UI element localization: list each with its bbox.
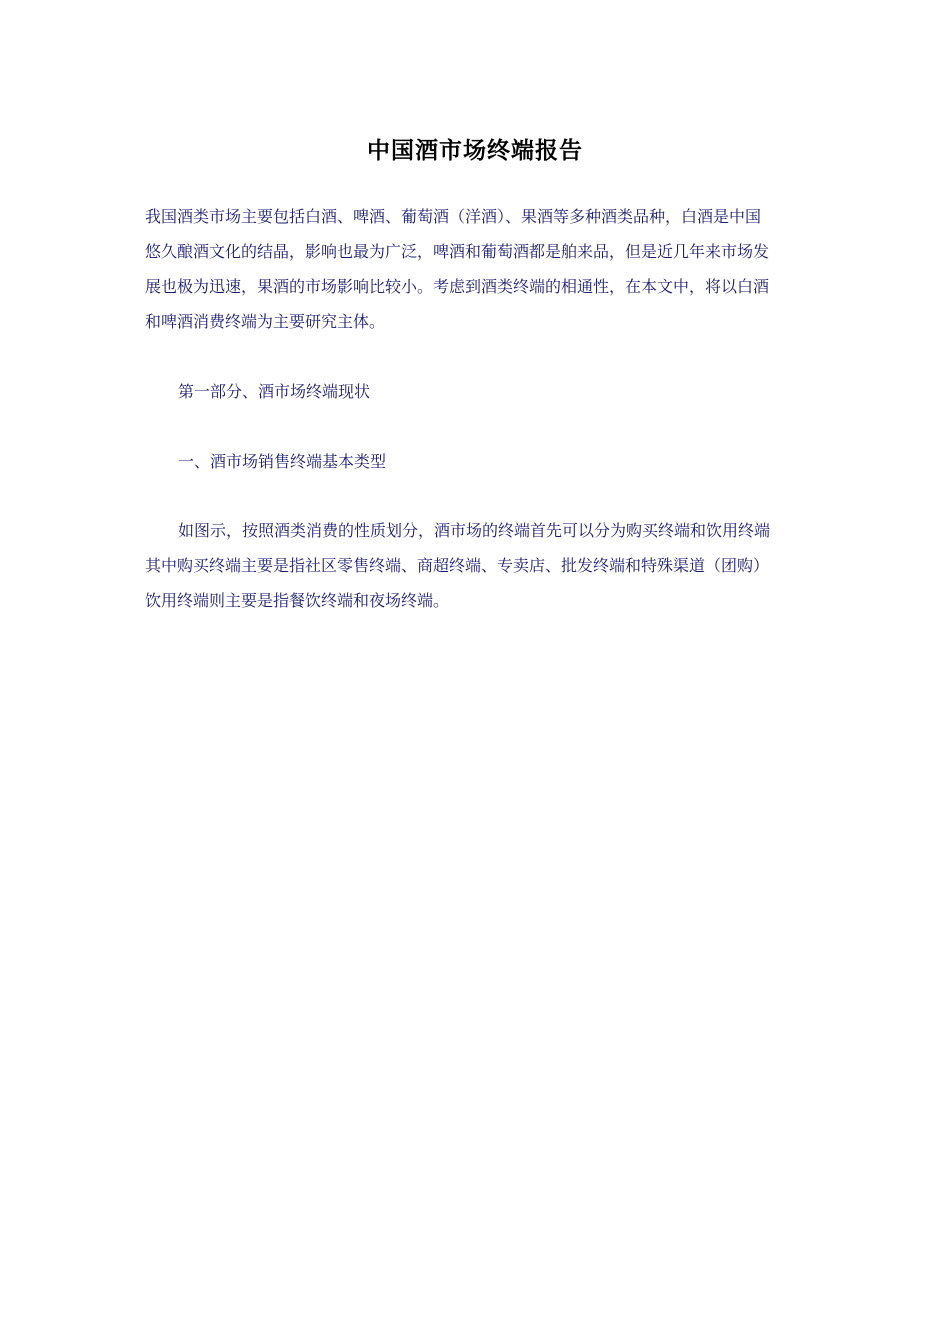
body-paragraph — [145, 513, 809, 618]
body-line: 其中购买终端主要是指社区零售终端、商超终端、专卖店、批发终端和特殊渠道（团购） — [145, 556, 770, 575]
intro-line: 悠久酿酒文化的结晶，影响也最为广泛，啤酒和葡萄酒都是舶来品，但是近几年来市场发 — [145, 242, 770, 261]
intro-line: 展也极为迅速，果酒的市场影响比较小。考虑到酒类终端的相通性，在本文中，将以白酒 — [145, 277, 770, 296]
body-line: 如图示，按照酒类消费的性质划分，酒市场的终端首先可以分为购买终端和饮用终端 — [178, 521, 771, 540]
body-line: 饮用终端则主要是指餐饮终端和夜场终端。 — [145, 591, 450, 610]
subsection-heading: 一、酒市场销售终端基本类型 — [178, 452, 387, 471]
intro-paragraph — [145, 199, 809, 339]
intro-line: 我国酒类市场主要包括白酒、啤酒、葡萄酒（洋酒）、果酒等多种酒类品种，白酒是中国 — [145, 207, 762, 226]
document-title: 中国酒市场终端报告 — [367, 137, 583, 164]
intro-line: 和啤酒消费终端为主要研究主体。 — [145, 312, 386, 331]
section-heading: 第一部分、酒市场终端现状 — [178, 382, 371, 401]
